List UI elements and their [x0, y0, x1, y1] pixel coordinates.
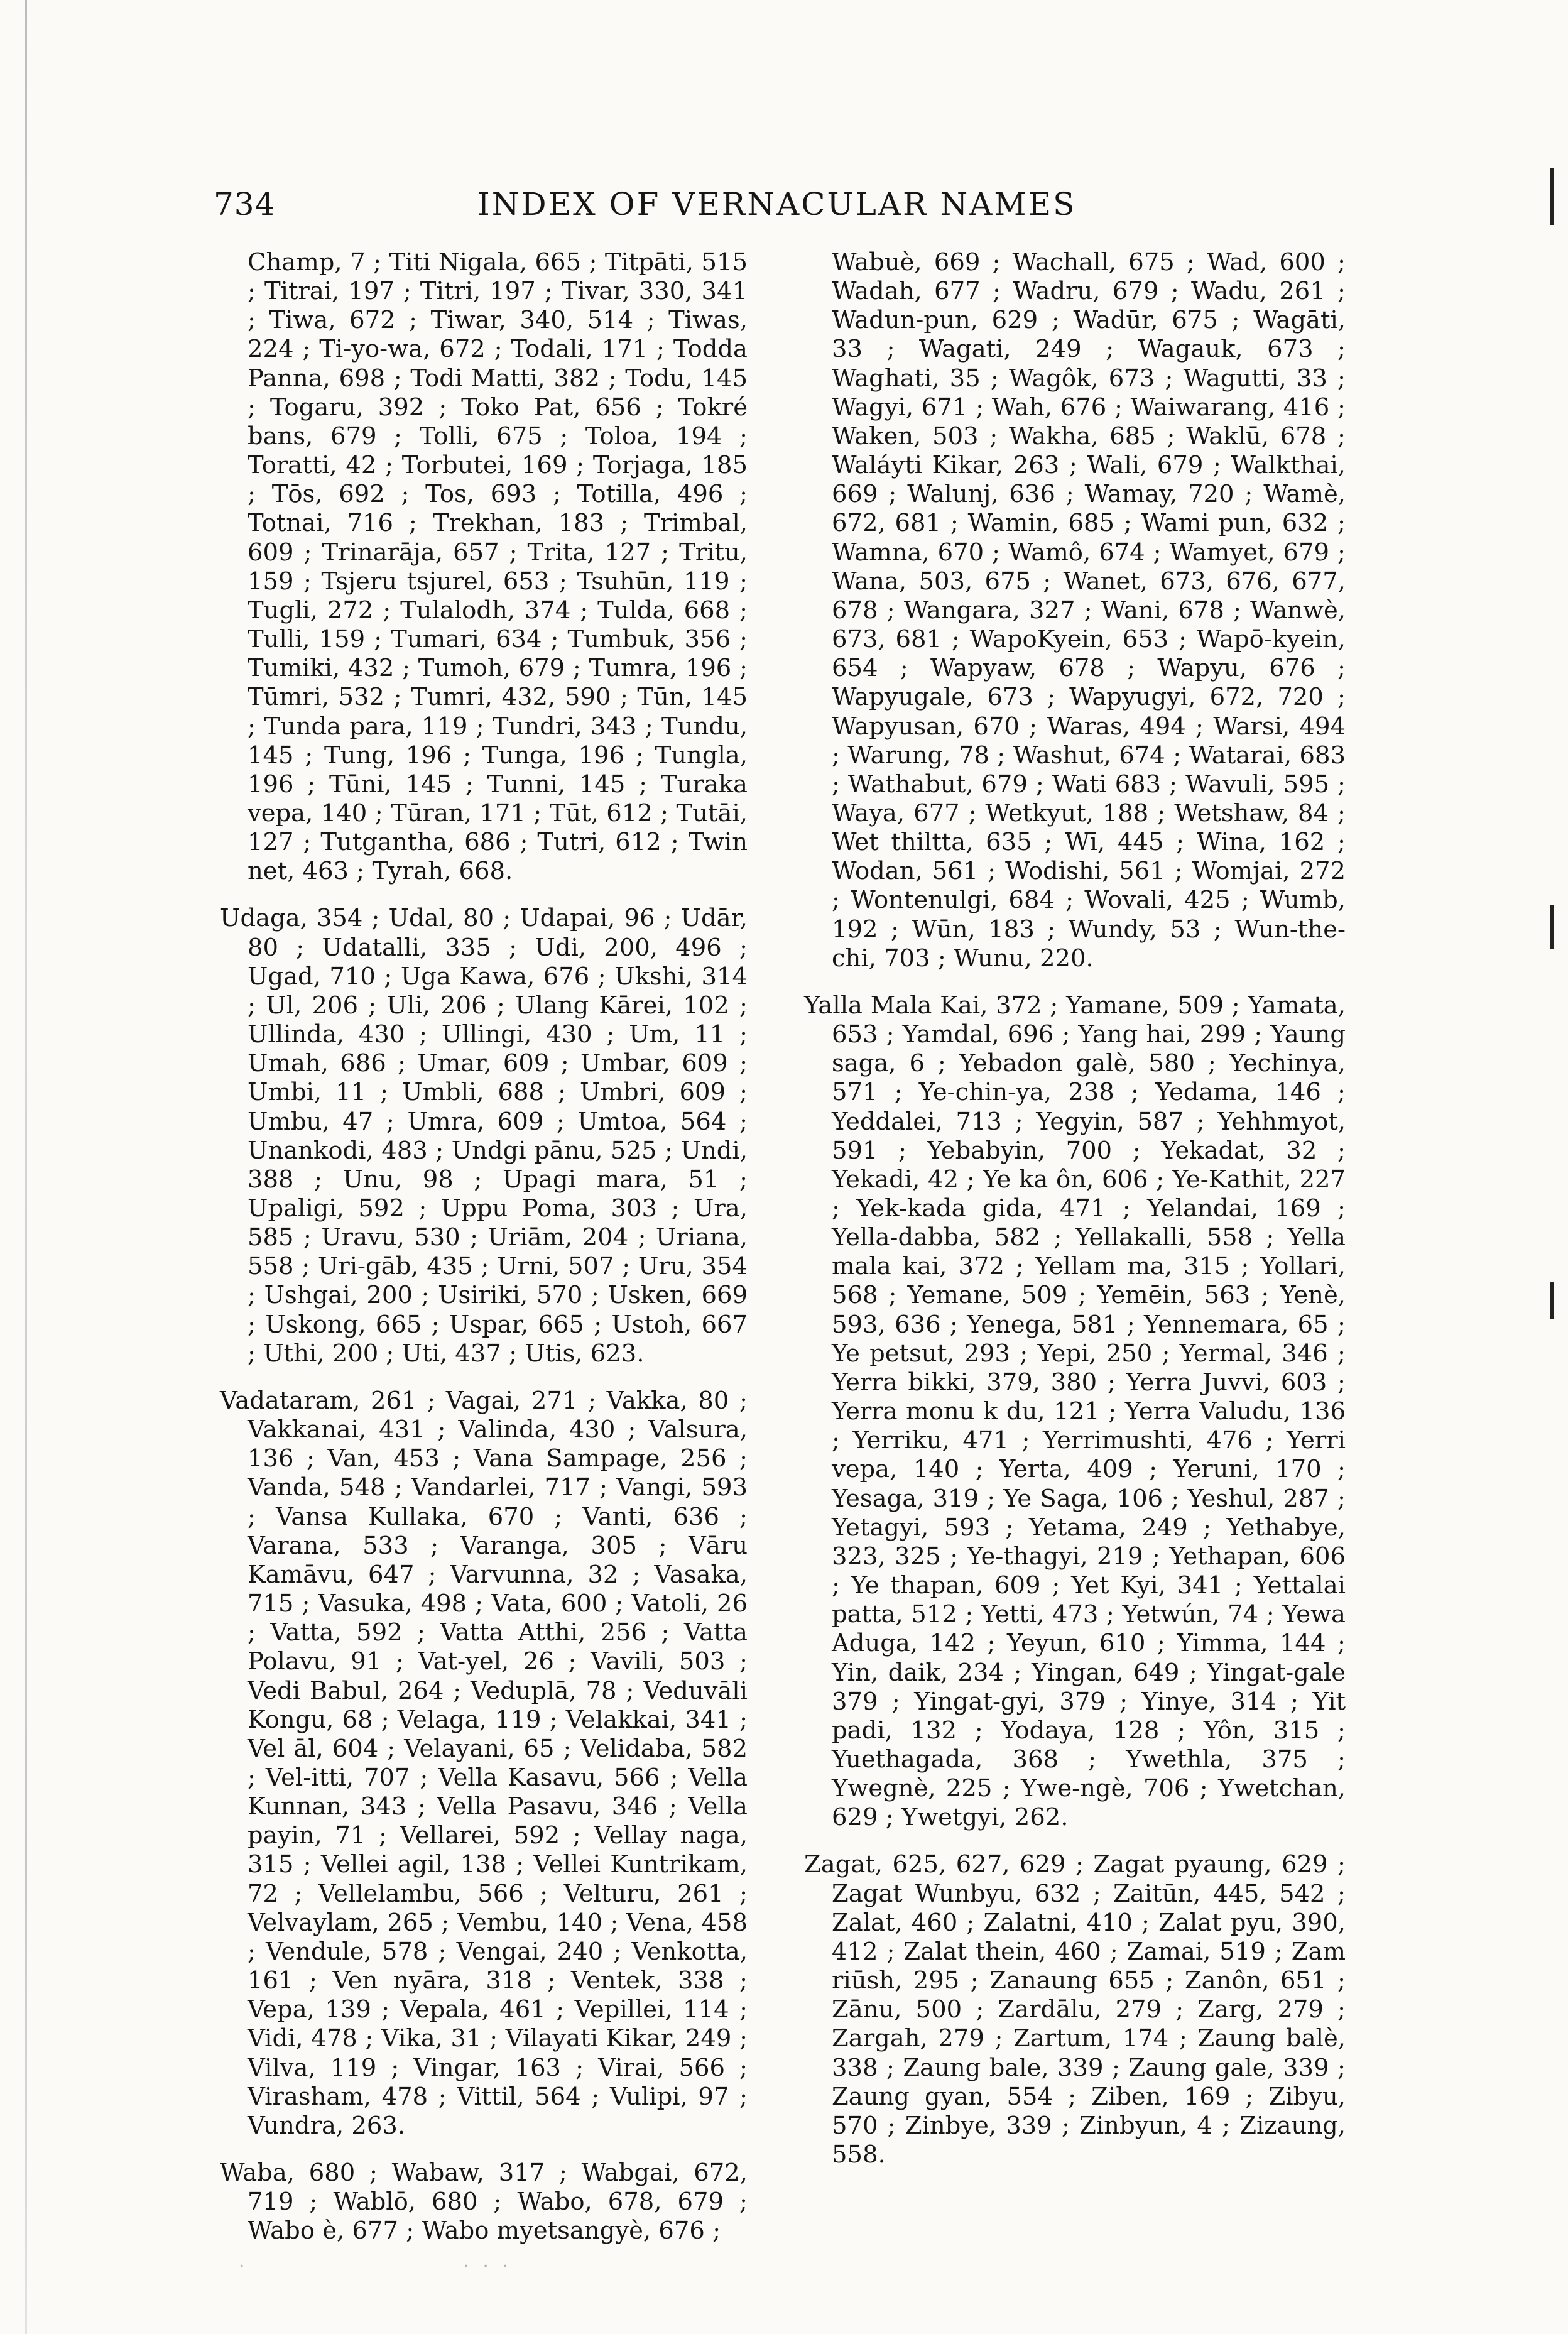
- scan-specks: · · · ·: [239, 2255, 513, 2277]
- running-title: INDEX OF VERNACULAR NAMES: [477, 186, 1077, 222]
- index-entry-z: Zagat, 625, 627, 629 ; Zagat pyaung, 629 ; Zagat Wunbyu, 632 ; Zaitūn, 445, 542 ; Zalat, 460 ; Zalatni, 410 ; Zalat pyu, 390, 412 ; Zalat thein, 460 ; Zamai, 519 ; Zam riūsh, 295 ; Zanaung 655 ; Zanôn, 651 ; Zānu, 500 ; Zardālu, 279 ; Zarg, 279 ; Zargah, 279 ; Zartum, 174 ; Zaung balè, 338 ; Zaung bale, 339 ; Zaung gale, 339 ; Zaung gyan, 554 ; Ziben, 169 ; Zibyu, 570 ; Zinbye, 339 ; Zinbyun, 4 ; Zizaung, 558.: [804, 1850, 1346, 2169]
- scan-mark: [1550, 905, 1554, 949]
- index-entry-t-continued: Champ, 7 ; Titi Nigala, 665 ; Titpāti, 515 ; Titrai, 197 ; Titri, 197 ; Tivar, 330, 341 ; Tiwa, 672 ; Tiwar, 340, 514 ; Tiwas, 224 ; Ti-yo-wa, 672 ; Todali, 171 ; Todda Panna, 698 ; Todi Matti, 382 ; Todu, 145 ; Togaru, 392 ; Toko Pat, 656 ; Tokré bans, 679 ; Tolli, 675 ; Toloa, 194 ; Toratti, 42 ; Torbutei, 169 ; Torjaga, 185 ; Tōs, 692 ; Tos, 693 ; Totilla, 496 ; Totnai, 716 ; Trekhan, 183 ; Trimbal, 609 ; Trinarāja, 657 ; Trita, 127 ; Tritu, 159 ; Tsjeru tsjurel, 653 ; Tsuhūn, 119 ; Tugli, 272 ; Tulalodh, 374 ; Tulda, 668 ; Tulli, 159 ; Tumari, 634 ; Tumbuk, 356 ; Tumiki, 432 ; Tumoh, 679 ; Tumra, 196 ; Tūmri, 532 ; Tumri, 432, 590 ; Tūn, 145 ; Tunda para, 119 ; Tundri, 343 ; Tundu, 145 ; Tung, 196 ; Tunga, 196 ; Tungla, 196 ; Tūni, 145 ; Tunni, 145 ; Turaka vepa, 140 ; Tūran, 171 ; Tūt, 612 ; Tutāi, 127 ; Tutgantha, 686 ; Tutri, 612 ; Twin net, 463 ; Tyrah, 668.: [248, 248, 748, 886]
- scan-binding-edge: [25, 0, 27, 2334]
- scan-mark: [1550, 1282, 1554, 1319]
- page-number: 734: [214, 186, 276, 222]
- index-entry-y: Yalla Mala Kai, 372 ; Yamane, 509 ; Yamata, 653 ; Yamdal, 696 ; Yang hai, 299 ; Yaung saga, 6 ; Yebadon galè, 580 ; Yechinya, 571 ; Ye-chin-ya, 238 ; Yedama, 146 ; Yeddalei, 713 ; Yegyin, 587 ; Yehhmyot, 591 ; Yebabyin, 700 ; Yekadat, 32 ; Yekadi, 42 ; Ye ka ôn, 606 ; Ye-Kathit, 227 ; Yek-kada gida, 471 ; Yelandai, 169 ; Yella-dabba, 582 ; Yellakalli, 558 ; Yella mala kai, 372 ; Yellam ma, 315 ; Yollari, 568 ; Yemane, 509 ; Yemēin, 563 ; Yenè, 593, 636 ; Yenega, 581 ; Yennemara, 65 ; Ye petsut, 293 ; Yepi, 250 ; Yermal, 346 ; Yerra bikki, 379, 380 ; Yerra Juvvi, 603 ; Yerra monu k du, 121 ; Yerra Valudu, 136 ; Yerriku, 471 ; Yerrimushti, 476 ; Yerri vepa, 140 ; Yerta, 409 ; Yeruni, 170 ; Yesaga, 319 ; Ye Saga, 106 ; Yeshul, 287 ; Yetagyi, 593 ; Yetama, 249 ; Yethabye, 323, 325 ; Ye-thagyi, 219 ; Yethapan, 606 ; Ye thapan, 609 ; Yet Kyi, 341 ; Yettalai patta, 512 ; Yetti, 473 ; Yetwún, 74 ; Yewa Aduga, 142 ; Yeyun, 610 ; Yimma, 144 ; Yin, daik, 234 ; Yingan, 649 ; Yingat-gale 379 ; Yingat-gyi, 379 ; Yinye, 314 ; Yit padi, 132 ; Yodaya, 128 ; Yôn, 315 ; Yuethagada, 368 ; Ywethla, 375 ; Ywegnè, 225 ; Ywe-ngè, 706 ; Ywetchan, 629 ; Ywetgyi, 262.: [804, 991, 1346, 1832]
- index-entry-w-continued: Wabuè, 669 ; Wachall, 675 ; Wad, 600 ; Wadah, 677 ; Wadru, 679 ; Wadu, 261 ; Wadun-pun, 629 ; Wadūr, 675 ; Wagāti, 33 ; Wagati, 249 ; Wagauk, 673 ; Waghati, 35 ; Wagôk, 673 ; Wagutti, 33 ; Wagyi, 671 ; Wah, 676 ; Waiwarang, 416 ; Waken, 503 ; Wakha, 685 ; Waklū, 678 ; Waláyti Kikar, 263 ; Wali, 679 ; Walkthai, 669 ; Walunj, 636 ; Wamay, 720 ; Wamè, 672, 681 ; Wamin, 685 ; Wami pun, 632 ; Wamna, 670 ; Wamô, 674 ; Wamyet, 679 ; Wana, 503, 675 ; Wanet, 673, 676, 677, 678 ; Wangara, 327 ; Wani, 678 ; Wanwè, 673, 681 ; WapoKyein, 653 ; Wapō-kyein, 654 ; Wapyaw, 678 ; Wapyu, 676 ; Wapyugale, 673 ; Wapyugyi, 672, 720 ; Wapyusan, 670 ; Waras, 494 ; Warsi, 494 ; Warung, 78 ; Washut, 674 ; Watarai, 683 ; Wathabut, 679 ; Wati 683 ; Wavuli, 595 ; Waya, 677 ; Wetkyut, 188 ; Wetshaw, 84 ; Wet thiltta, 635 ; Wī, 445 ; Wina, 162 ; Wodan, 561 ; Wodishi, 561 ; Womjai, 272 ; Wontenulgi, 684 ; Wovali, 425 ; Wumb, 192 ; Wūn, 183 ; Wundy, 53 ; Wun-the-chi, 703 ; Wunu, 220.: [832, 248, 1346, 973]
- index-entry-w: Waba, 680 ; Wabaw, 317 ; Wabgai, 672, 719 ; Wablō, 680 ; Wabo, 678, 679 ; Wabo è, 677 ; Wabo myetsangyè, 676 ;: [220, 2159, 748, 2245]
- scan-mark: [1550, 168, 1554, 225]
- index-column-right: [804, 248, 1346, 2188]
- index-entry-v: Vadataram, 261 ; Vagai, 271 ; Vakka, 80 ; Vakkanai, 431 ; Valinda, 430 ; Valsura, 136 ; Van, 453 ; Vana Sampage, 256 ; Vanda, 548 ; Vandarlei, 717 ; Vangi, 593 ; Vansa Kullaka, 670 ; Vanti, 636 ; Varana, 533 ; Varanga, 305 ; Vāru Kamāvu, 647 ; Varvunna, 32 ; Vasaka, 715 ; Vasuka, 498 ; Vata, 600 ; Vatoli, 26 ; Vatta, 592 ; Vatta Atthi, 256 ; Vatta Polavu, 91 ; Vat-yel, 26 ; Vavili, 503 ; Vedi Babul, 264 ; Veduplā, 78 ; Veduvāli Kongu, 68 ; Velaga, 119 ; Velakkai, 341 ; Vel āl, 604 ; Velayani, 65 ; Velidaba, 582 ; Vel-itti, 707 ; Vella Kasavu, 566 ; Vella Kunnan, 343 ; Vella Pasavu, 346 ; Vella payin, 71 ; Vellarei, 592 ; Vellay naga, 315 ; Vellei agil, 138 ; Vellei Kuntrikam, 72 ; Vellelambu, 566 ; Velturu, 261 ; Velvaylam, 265 ; Vembu, 140 ; Vena, 458 ; Vendule, 578 ; Vengai, 240 ; Venkotta, 161 ; Ven nyāra, 318 ; Ventek, 338 ; Vepa, 139 ; Vepala, 461 ; Vepillei, 114 ; Vidi, 478 ; Vika, 31 ; Vilayati Kikar, 249 ; Vilva, 119 ; Vingar, 163 ; Virai, 566 ; Virasham, 478 ; Vittil, 564 ; Vulipi, 97 ; Vundra, 263.: [220, 1386, 748, 2140]
- index-column-left: [220, 248, 748, 2264]
- index-entry-u: Udaga, 354 ; Udal, 80 ; Udapai, 96 ; Udār, 80 ; Udatalli, 335 ; Udi, 200, 496 ; Ugad, 710 ; Uga Kawa, 676 ; Ukshi, 314 ; Ul, 206 ; Uli, 206 ; Ulang Kārei, 102 ; Ullinda, 430 ; Ullingi, 430 ; Um, 11 ; Umah, 686 ; Umar, 609 ; Umbar, 609 ; Umbi, 11 ; Umbli, 688 ; Umbri, 609 ; Umbu, 47 ; Umra, 609 ; Umtoa, 564 ; Unankodi, 483 ; Undgi pānu, 525 ; Undi, 388 ; Unu, 98 ; Upagi mara, 51 ; Upaligi, 592 ; Uppu Poma, 303 ; Ura, 585 ; Uravu, 530 ; Uriām, 204 ; Uriana, 558 ; Uri-gāb, 435 ; Urni, 507 ; Uru, 354 ; Ushgai, 200 ; Usiriki, 570 ; Usken, 669 ; Uskong, 665 ; Uspar, 665 ; Ustoh, 667 ; Uthi, 200 ; Uti, 437 ; Utis, 623.: [220, 904, 748, 1368]
